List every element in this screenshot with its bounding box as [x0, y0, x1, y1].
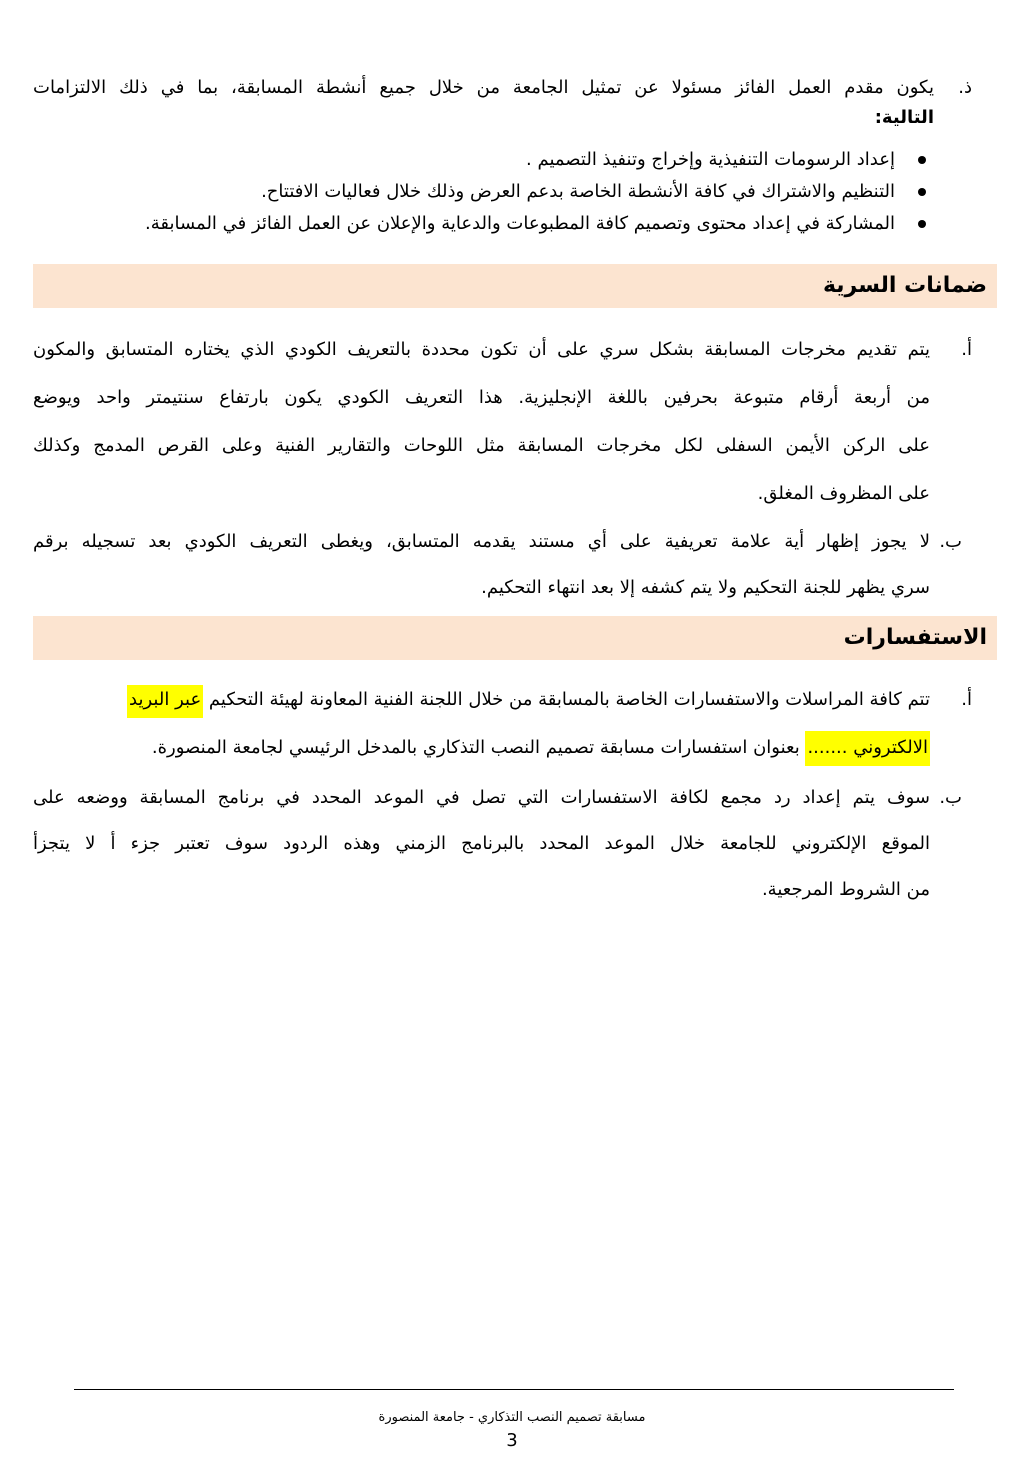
paragraph-line	[33, 734, 930, 762]
intro-line-1: يكون مقدم العمل الفائز مسئولا عن تمثيل الجامعة من خلال جميع أنشطة المسابقة، بما في ذلك الالتزامات	[33, 77, 934, 98]
item-marker: ذ.	[958, 77, 972, 98]
confidentiality-item-a	[33, 336, 997, 506]
confidentiality-item-b	[33, 528, 997, 608]
bullet-dot	[918, 220, 926, 228]
paragraph-line: على المظروف المغلق.	[757, 483, 930, 504]
paragraph-line: سوف يتم إعداد رد مجمع لكافة الاستفسارات التي تصل في الموعد المحدد في برنامج المسابقة ووضعه على	[33, 787, 930, 808]
bullet-dot	[918, 188, 926, 196]
item-marker: أ.	[961, 339, 972, 360]
inquiries-text: بعنوان استفسارات مسابقة تصميم النصب التذكاري بالمدخل الرئيسي لجامعة المنصورة.	[151, 737, 806, 758]
paragraph-line: الموقع الإلكتروني للجامعة خلال الموعد المحدد بالبرنامج الزمني وهذه الردود سوف تعتبر جزء أ لا يتجزأ	[33, 833, 930, 854]
page-number: 3	[506, 1430, 518, 1451]
inquiries-text: تتم كافة المراسلات والاستفسارات الخاصة بالمسابقة من خلال اللجنة الفنية المعاونة لهيئة التحكيم	[203, 689, 930, 710]
paragraph-line: يتم تقديم مخرجات المسابقة بشكل سري على أن تكون محددة بالتعريف الكودي الذي يختاره المتسابق والمكون	[33, 339, 930, 360]
paragraph-line: من الشروط المرجعية.	[761, 879, 930, 900]
highlighted-text: الالكتروني .......	[805, 731, 930, 766]
section-heading-bar	[33, 616, 997, 660]
section-heading: ضمانات السرية	[822, 273, 987, 298]
item-marker: أ.	[961, 689, 972, 710]
intro-item	[33, 74, 997, 244]
bullet-item: المشاركة في إعداد محتوى وتصميم كافة المطبوعات والدعاية والإعلان عن العمل الفائز في المسابقة.	[145, 213, 895, 234]
paragraph-line: لا يجوز إظهار أية علامة تعريفية على أي مستند يقدمه المتسابق، ويغطى التعريف الكودي بعد تسجيله برقم	[33, 531, 930, 552]
bullet-item: إعداد الرسومات التنفيذية وإخراج وتنفيذ التصميم .	[526, 149, 895, 170]
paragraph-line	[33, 686, 930, 714]
footer-divider	[74, 1389, 954, 1390]
footer-title: مسابقة تصميم النصب التذكاري - جامعة المنصورة	[378, 1410, 646, 1425]
item-marker: ب.	[939, 787, 962, 808]
paragraph-line: سري يظهر للجنة التحكيم ولا يتم كشفه إلا بعد انتهاء التحكيم.	[481, 577, 930, 598]
highlighted-text: عبر البريد	[127, 685, 203, 718]
paragraph-line: على الركن الأيمن السفلى لكل مخرجات المسابقة مثل اللوحات والتقارير الفنية وعلى القرص المدمج وكذلك	[33, 435, 930, 456]
inquiries-item-a	[33, 684, 997, 764]
paragraph-line: من أربعة أرقام متبوعة بحرفين باللغة الإنجليزية. هذا التعريف الكودي يكون بارتفاع سنتيمتر واحد ويوضع	[33, 387, 930, 408]
item-marker: ب.	[939, 531, 962, 552]
inquiries-item-b	[33, 784, 997, 914]
section-heading-bar	[33, 264, 997, 308]
bullet-item: التنظيم والاشتراك في كافة الأنشطة الخاصة بدعم العرض وذلك خلال فعاليات الافتتاح.	[261, 181, 895, 202]
intro-line-2: التالية:	[874, 107, 934, 128]
section-heading: الاستفسارات	[843, 625, 987, 650]
bullet-dot	[918, 156, 926, 164]
